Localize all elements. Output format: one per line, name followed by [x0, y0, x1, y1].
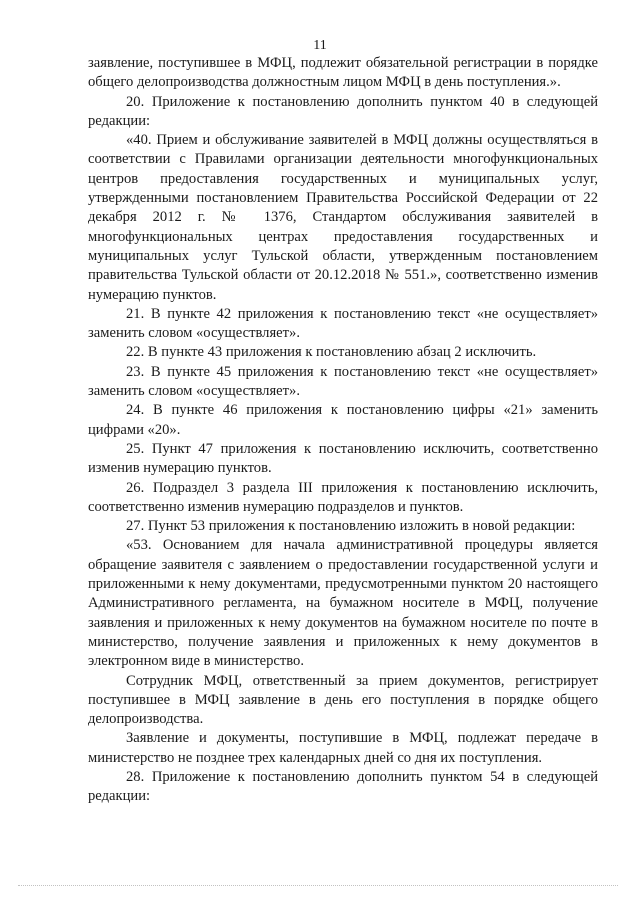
paragraph-item-22: 22. В пункте 43 приложения к постановлению абзац 2 исключить.	[126, 344, 537, 361]
paragraph-continuation: заявление, поступившее в МФЦ, подлежит обязательной регистрации в порядке общего делопроизводства должностным лицом МФЦ в день поступления.».	[88, 55, 598, 91]
page-number: 11	[313, 38, 327, 53]
paragraph-documents-transfer: Заявление и документы, поступившие в МФЦ, подлежат передаче в министерство не позднее трех календарных дней со дня их поступления.	[88, 730, 598, 766]
paragraph-item-26: 26. Подраздел 3 раздела III приложения к постановлению исключить, соответственно изменив нумерацию подразделов и пунктов.	[88, 479, 598, 515]
paragraph-mfc-employee: Сотрудник МФЦ, ответственный за прием документов, регистрирует поступившее в МФЦ заявление в день его поступления в порядке общего делопроизводства.	[88, 672, 598, 728]
paragraph-item-53-text: «53. Основанием для начала административной процедуры является обращение заявителя с заявлением о предоставлении государственной услуги и приложенными к нему документами, предусмотренными пунктом 20 настоящего Административного регламента, на бумажном носителе в МФЦ, получение заявления и приложенных к нему документов на бумажном носителе по почте в министерство, получение заявления и приложенных к нему документов в электронном виде в министерство.	[88, 537, 598, 670]
paragraph-item-28: 28. Приложение к постановлению дополнить пунктом 54 в следующей редакции:	[88, 768, 598, 805]
paragraph-item-40-text: «40. Прием и обслуживание заявителей в МФЦ должны осуществляться в соответствии с Правилами организации деятельности многофункциональных центров предоставления государственных и муниципальных услуг, утвержденными постановлением Правительства Российской Федерации от 22 декабря 2012 г. № 1376, Стандартом обслуживания заявителей в многофункциональных центрах предоставления государственных и муниципальных услуг Тульской области, утвержденным постановлением правительства Тульской области от 20.12.2018 № 551.», соответственно изменив нумерацию пунктов.	[88, 132, 598, 303]
paragraph-item-27: 27. Пункт 53 приложения к постановлению изложить в новой редакции:	[126, 518, 576, 535]
document-body	[88, 54, 598, 807]
scan-footer-line	[18, 885, 618, 886]
paragraph-item-25: 25. Пункт 47 приложения к постановлению исключить, соответственно изменив нумерацию пунктов.	[88, 440, 598, 477]
paragraph-item-23: 23. В пункте 45 приложения к постановлению текст «не осуществляет» заменить словом «осуществляет».	[88, 363, 598, 400]
paragraph-item-24: 24. В пункте 46 приложения к постановлению цифры «21» заменить цифрами «20».	[88, 402, 598, 438]
paragraph-item-20: 20. Приложение к постановлению дополнить пунктом 40 в следующей редакции:	[88, 93, 598, 129]
paragraph-item-21: 21. В пункте 42 приложения к постановлению текст «не осуществляет» заменить словом «осуществляет».	[88, 305, 598, 342]
